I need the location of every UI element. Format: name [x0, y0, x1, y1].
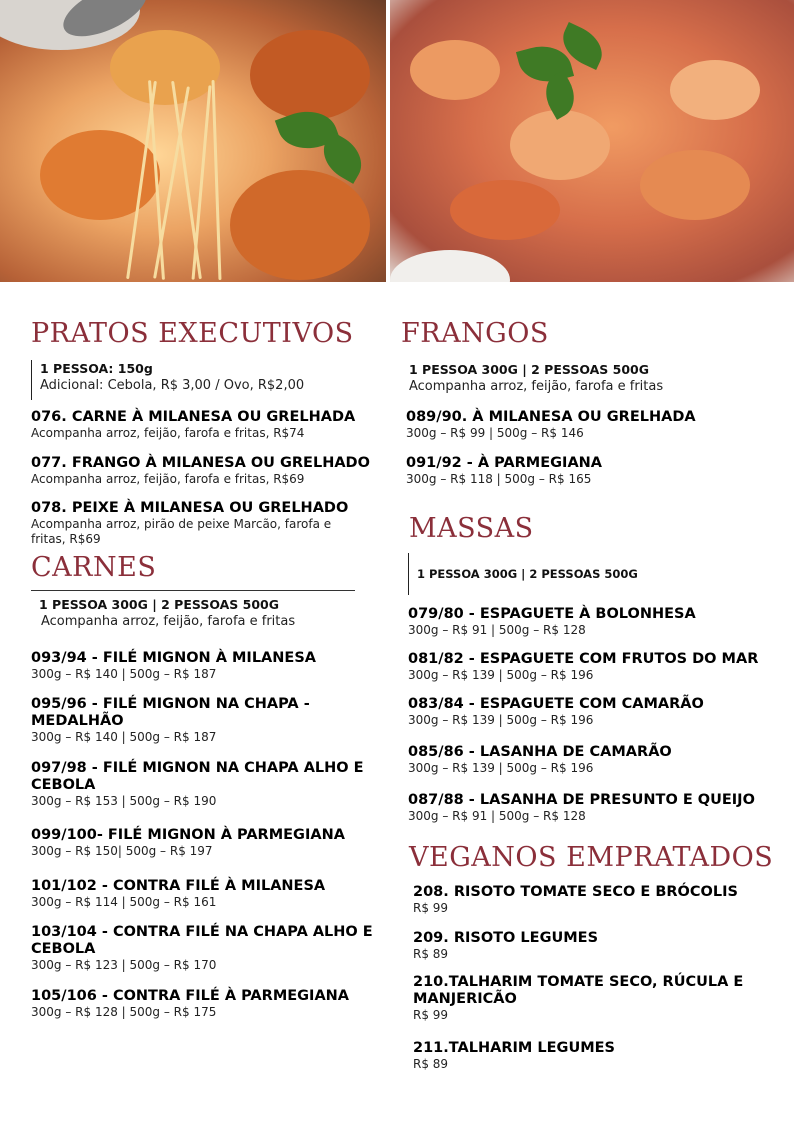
menu-item: [408, 744, 778, 776]
item-name: 105/106 - CONTRA FILÉ À PARMEGIANA: [31, 988, 350, 1004]
item-name: 211.TALHARIM LEGUMES: [413, 1040, 615, 1056]
item-name: 099/100- FILÉ MIGNON À PARMEGIANA: [31, 827, 345, 843]
item-name: 209. RISOTO LEGUMES: [413, 930, 599, 946]
item-desc: R$ 99: [413, 901, 449, 915]
menu-item: [31, 988, 376, 1020]
item-desc: 300g – R$ 140 | 500g – R$ 187: [31, 667, 217, 681]
menu-item: [408, 792, 778, 824]
item-name: 083/84 - ESPAGUETE COM CAMARÃO: [408, 696, 704, 712]
menu-item: [413, 974, 748, 1023]
item-desc: Acompanha arroz, feijão, farofa e fritas, R$74: [31, 426, 305, 440]
item-name: 093/94 - FILÉ MIGNON À MILANESA: [31, 650, 316, 666]
note-bold: 1 PESSOA 300G | 2 PESSOAS 500G: [417, 566, 638, 581]
item-desc: 300g – R$ 150| 500g – R$ 197: [31, 844, 213, 858]
item-name: 077. FRANGO À MILANESA OU GRELHADO: [31, 455, 370, 471]
section-title-frangos: FRANGOS: [401, 318, 549, 349]
item-name: 079/80 - ESPAGUETE À BOLONHESA: [408, 606, 696, 622]
item-desc: Acompanha arroz, feijão, farofa e fritas, R$69: [31, 472, 305, 486]
section-title-massas: MASSAS: [409, 513, 534, 544]
note-text: Adicional: Cebola, R$ 3,00 / Ovo, R$2,00: [40, 378, 305, 393]
item-name: 081/82 - ESPAGUETE COM FRUTOS DO MAR: [408, 651, 759, 667]
item-desc: 300g – R$ 91 | 500g – R$ 128: [408, 623, 586, 637]
item-desc: 300g – R$ 140 | 500g – R$ 187: [31, 730, 217, 744]
item-desc: 300g – R$ 139 | 500g – R$ 196: [408, 668, 594, 682]
spaghetti-with-shrimp-photo: [0, 0, 386, 282]
item-desc: 300g – R$ 91 | 500g – R$ 128: [408, 809, 586, 823]
note-bold: 1 PESSOA: 150g: [40, 361, 153, 376]
item-desc: 300g – R$ 139 | 500g – R$ 196: [408, 713, 594, 727]
note-massas: [408, 553, 638, 595]
item-desc: 300g – R$ 114 | 500g – R$ 161: [31, 895, 217, 909]
section-title-pratos-executivos: PRATOS EXECUTIVOS: [31, 318, 354, 349]
menu-item: [31, 455, 371, 487]
menu-item: [31, 696, 331, 745]
item-name: 078. PEIXE À MILANESA OU GRELHADO: [31, 500, 349, 516]
menu-item: [31, 650, 376, 682]
note-pratos-executivos: [31, 360, 304, 400]
item-desc: R$ 89: [413, 1057, 449, 1071]
menu-item: [31, 500, 366, 547]
note-bold: 1 PESSOA 300G | 2 PESSOAS 500G: [39, 597, 279, 612]
item-desc: 300g – R$ 153 | 500g – R$ 190: [31, 794, 217, 808]
menu-item: [406, 409, 776, 441]
item-desc: 300g – R$ 128 | 500g – R$ 175: [31, 1005, 217, 1019]
menu-item: [408, 696, 778, 728]
menu-item: [31, 827, 376, 859]
note-carnes: [31, 596, 295, 631]
item-name: 085/86 - LASANHA DE CAMARÃO: [408, 744, 672, 760]
item-desc: R$ 99: [413, 1008, 449, 1022]
note-bold: 1 PESSOA 300G | 2 PESSOAS 500G: [409, 362, 649, 377]
item-name: 210.TALHARIM TOMATE SECO, RÚCULA E MANJERICÃO: [413, 974, 744, 1007]
header-photos: [0, 0, 794, 282]
item-name: 095/96 - FILÉ MIGNON NA CHAPA - MEDALHÃO: [31, 696, 310, 729]
menu-item: [31, 924, 376, 973]
menu-item: [406, 455, 776, 487]
item-name: 091/92 - À PARMEGIANA: [406, 455, 603, 471]
item-desc: 300g – R$ 99 | 500g – R$ 146: [406, 426, 584, 440]
menu-item: [408, 651, 778, 683]
menu-item: [413, 1040, 778, 1072]
section-title-carnes: CARNES: [31, 552, 157, 583]
item-name: 208. RISOTO TOMATE SECO E BRÓCOLIS: [413, 884, 738, 900]
note-text: Acompanha arroz, feijão, farofa e fritas: [409, 379, 664, 394]
item-name: 089/90. À MILANESA OU GRELHADA: [406, 409, 696, 425]
shrimp-in-tomato-sauce-photo: [390, 0, 794, 282]
item-desc: 300g – R$ 118 | 500g – R$ 165: [406, 472, 592, 486]
menu-item: [31, 878, 376, 910]
item-name: 103/104 - CONTRA FILÉ NA CHAPA ALHO E CEBOLA: [31, 924, 373, 957]
item-desc: 300g – R$ 123 | 500g – R$ 170: [31, 958, 217, 972]
item-desc: R$ 89: [413, 947, 449, 961]
menu-item: [31, 760, 376, 809]
item-name: 101/102 - CONTRA FILÉ À MILANESA: [31, 878, 326, 894]
divider: [31, 590, 355, 591]
item-name: 076. CARNE À MILANESA OU GRELHADA: [31, 409, 356, 425]
item-name: 087/88 - LASANHA DE PRESUNTO E QUEIJO: [408, 792, 755, 808]
note-text: Acompanha arroz, feijão, farofa e fritas: [41, 614, 296, 629]
menu-item: [413, 930, 778, 962]
item-desc: 300g – R$ 139 | 500g – R$ 196: [408, 761, 594, 775]
menu-item: [413, 884, 778, 916]
menu-item: [408, 606, 778, 638]
item-desc: Acompanha arroz, pirão de peixe Marcão, farofa e fritas, R$69: [31, 517, 332, 546]
section-title-veganos-empratados: VEGANOS EMPRATADOS: [409, 842, 774, 873]
menu-item: [31, 409, 371, 441]
item-name: 097/98 - FILÉ MIGNON NA CHAPA ALHO E CEBOLA: [31, 760, 364, 793]
note-frangos: [401, 361, 663, 396]
